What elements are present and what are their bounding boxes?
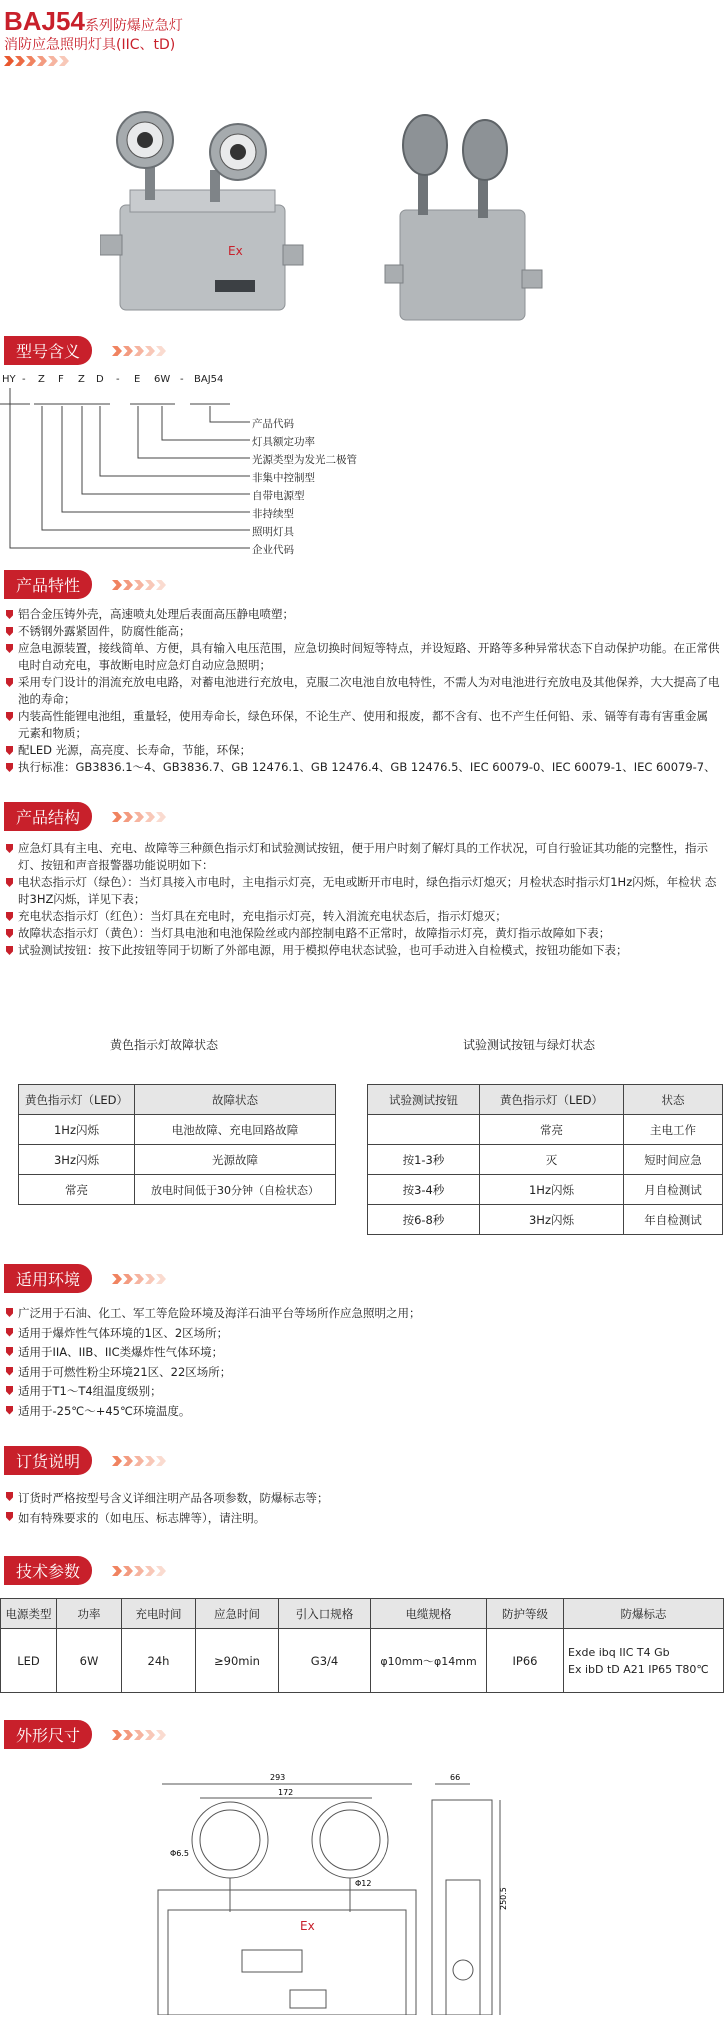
environment-item: 广泛用于石油、化工、军工等危险环境及海洋石油平台等场所作应急照明之用； bbox=[4, 1304, 720, 1324]
dim-phi65: Φ6.5 bbox=[170, 1849, 190, 1858]
section-chevrons bbox=[112, 346, 166, 356]
ex-mark-dust: Ex ibD tD A21 IP65 T80℃ bbox=[568, 1662, 709, 1676]
test-cell: 月自检测试 bbox=[624, 1175, 723, 1205]
code-label-3: 非集中控制型 bbox=[252, 472, 315, 484]
section-tag-features: 产品特性 bbox=[4, 570, 92, 599]
code-label-4: 自带电源型 bbox=[252, 490, 305, 502]
param-cell: 6W bbox=[57, 1629, 122, 1693]
code-label-7: 企业代码 bbox=[252, 544, 294, 556]
param-th: 电源类型 bbox=[1, 1599, 57, 1629]
structure-list bbox=[4, 840, 720, 959]
code-dash3: - bbox=[180, 374, 184, 385]
test-cell: 主电工作 bbox=[624, 1115, 723, 1145]
feature-item: 不锈钢外露紧固件，防腐性能高； bbox=[4, 623, 720, 640]
section-tag-dimensions: 外形尺寸 bbox=[4, 1720, 92, 1749]
test-button-table bbox=[367, 1084, 723, 1235]
ordering-list bbox=[4, 1488, 720, 1528]
test-th-0: 试验测试按钮 bbox=[368, 1085, 480, 1115]
section-model-meaning bbox=[4, 336, 92, 365]
param-th: 防爆标志 bbox=[564, 1599, 724, 1629]
structure-item: 充电状态指示灯（红色）：当灯具在充电时，充电指示灯亮，转入涓流充电状态后，指示灯熄灭； bbox=[4, 908, 720, 925]
section-params bbox=[4, 1556, 92, 1585]
ex-badge-drawing: Ex bbox=[300, 1919, 315, 1933]
product-illustration bbox=[100, 110, 620, 330]
yellow-th-0: 黄色指示灯（LED） bbox=[19, 1085, 135, 1115]
dim-250: 250.5 bbox=[499, 1887, 508, 1910]
section-ordering bbox=[4, 1446, 92, 1475]
test-cell: 年自检测试 bbox=[624, 1205, 723, 1235]
structure-item: 应急灯具有主电、充电、故障等三种颜色指示灯和试验测试按钮，便于用户时刻了解灯具的工作状况，可自行验证其功能的完整性，指示灯、按钮和声音报警器功能说明如下： bbox=[4, 840, 720, 874]
ex-mark-gas: Exde ibq IIC T4 Gb bbox=[568, 1645, 670, 1659]
param-th: 电缆规格 bbox=[371, 1599, 487, 1629]
page-subtitle: 消防应急照明灯具(IIC、tD) bbox=[4, 37, 176, 53]
param-cell: G3/4 bbox=[279, 1629, 371, 1693]
param-cell: IP66 bbox=[487, 1629, 564, 1693]
section-tag-environment: 适用环境 bbox=[4, 1264, 92, 1293]
section-dimensions bbox=[4, 1720, 92, 1749]
section-tag-ordering: 订货说明 bbox=[4, 1446, 92, 1475]
feature-item: 采用专门设计的涓流充放电电路，对蓄电池进行充放电，克服二次电池自放电特性，不需人为对电池进行充放电及其他保养，大大提高了电池的寿命； bbox=[4, 674, 720, 708]
yellow-cell: 1Hz闪烁 bbox=[19, 1115, 135, 1145]
product-photos bbox=[100, 110, 620, 330]
dim-phi12: Φ12 bbox=[355, 1879, 372, 1888]
section-environment bbox=[4, 1264, 92, 1293]
test-th-2: 状态 bbox=[624, 1085, 723, 1115]
test-cell bbox=[368, 1115, 480, 1145]
header-chevrons bbox=[4, 56, 69, 66]
environment-item: 适用于T1～T4组温度级别； bbox=[4, 1382, 720, 1402]
test-cell: 按1-3秒 bbox=[368, 1145, 480, 1175]
code-dash: - bbox=[22, 374, 26, 385]
feature-item: 铝合金压铸外壳，高速喷丸处理后表面高压静电喷塑； bbox=[4, 606, 720, 623]
param-cell: 24h bbox=[122, 1629, 196, 1693]
param-cell: LED bbox=[1, 1629, 57, 1693]
environment-item: 适用于-25℃～+45℃环境温度。 bbox=[4, 1402, 720, 1422]
code-6W: 6W bbox=[154, 374, 171, 385]
params-table bbox=[0, 1598, 724, 1693]
section-tag-structure: 产品结构 bbox=[4, 802, 92, 831]
page-title bbox=[4, 6, 183, 37]
code-connector-lines bbox=[0, 386, 380, 556]
yellow-cell: 3Hz闪烁 bbox=[19, 1145, 135, 1175]
feature-item: 执行标准：GB3836.1～4、GB3836.7、GB 12476.1、GB 12476.4、GB 12476.5、IEC 60079-0、IEC 60079-1、IEC 60079-7、 bbox=[4, 759, 720, 776]
environment-list bbox=[4, 1304, 720, 1421]
model-name: BAJ54 bbox=[4, 6, 85, 36]
code-label-6: 照明灯具 bbox=[252, 526, 294, 538]
param-cell: φ10mm～φ14mm bbox=[371, 1629, 487, 1693]
yellow-cell: 常亮 bbox=[19, 1175, 135, 1205]
dim-66: 66 bbox=[450, 1773, 461, 1782]
code-HY: HY bbox=[2, 374, 16, 385]
code-E: E bbox=[134, 374, 141, 385]
test-cell: 灭 bbox=[480, 1145, 624, 1175]
section-features bbox=[4, 570, 92, 599]
code-label-1: 灯具额定功率 bbox=[252, 436, 315, 448]
series-name: 系列防爆应急灯 bbox=[84, 17, 183, 33]
test-cell: 按3-4秒 bbox=[368, 1175, 480, 1205]
dimension-drawing bbox=[150, 1770, 570, 2015]
ordering-item: 订货时严格按型号含义详细注明产品各项参数，防爆标志等； bbox=[4, 1488, 720, 1508]
ex-badge-front: Ex bbox=[228, 244, 243, 258]
feature-item: 应急电源装置，接线简单、方便，具有输入电压范围，应急切换时间短等特点，并设短路、开路等多种异常状态下自动保护功能。在正常供电时自动充电，事故断电时应急灯自动应急照明； bbox=[4, 640, 720, 674]
yellow-th-1: 故障状态 bbox=[135, 1085, 336, 1115]
section-tag-params: 技术参数 bbox=[4, 1556, 92, 1585]
dimension-svg bbox=[150, 1770, 570, 2015]
param-th: 功率 bbox=[57, 1599, 122, 1629]
ordering-item: 如有特殊要求的（如电压、标志牌等），请注明。 bbox=[4, 1508, 720, 1528]
code-D: D bbox=[96, 374, 104, 385]
param-th: 应急时间 bbox=[196, 1599, 279, 1629]
param-th: 引入口规格 bbox=[279, 1599, 371, 1629]
dim-293: 293 bbox=[270, 1773, 286, 1782]
section-structure bbox=[4, 802, 92, 831]
product-rear-view bbox=[385, 115, 542, 320]
test-cell: 1Hz闪烁 bbox=[480, 1175, 624, 1205]
feature-item: 配LED 光源，高亮度、长寿命，节能，环保； bbox=[4, 742, 720, 759]
environment-item: 适用于IIA、IIB、IIC类爆炸性气体环境； bbox=[4, 1343, 720, 1363]
environment-item: 适用于可燃性粉尘环境21区、22区场所； bbox=[4, 1363, 720, 1383]
features-list bbox=[4, 606, 720, 776]
feature-item: 内装高性能锂电池组，重量轻，使用寿命长，绿色环保，不论生产、使用和报废，都不含有、也不产生任何铅、汞、镉等有毒有害重金属 元素和物质； bbox=[4, 708, 720, 742]
param-ex-marks bbox=[564, 1629, 724, 1693]
test-cell: 短时间应急 bbox=[624, 1145, 723, 1175]
yellow-cell: 放电时间低于30分钟（自检状态） bbox=[135, 1175, 336, 1205]
section-tag-model-meaning: 型号含义 bbox=[4, 336, 92, 365]
code-label-5: 非持续型 bbox=[252, 508, 294, 520]
param-th: 充电时间 bbox=[122, 1599, 196, 1629]
model-code-diagram bbox=[0, 374, 380, 554]
code-BAJ54: BAJ54 bbox=[194, 374, 224, 385]
structure-item: 电状态指示灯（绿色）：当灯具接入市电时，主电指示灯亮，无电或断开市电时，绿色指示灯熄灭；月检状态时指示灯1Hz闪烁，年检状 态时3HZ闪烁，详见下表； bbox=[4, 874, 720, 908]
structure-item: 试验测试按钮：按下此按钮等同于切断了外部电源，用于模拟停电状态试验，也可手动进入自检模式，按钮功能如下表； bbox=[4, 942, 720, 959]
code-Z1: Z bbox=[38, 374, 45, 385]
test-th-1: 黄色指示灯（LED） bbox=[480, 1085, 624, 1115]
test-table-caption: 试验测试按钮与绿灯状态 bbox=[463, 1038, 596, 1052]
product-front-view bbox=[100, 112, 303, 310]
param-cell: ≥90min bbox=[196, 1629, 279, 1693]
yellow-cell: 光源故障 bbox=[135, 1145, 336, 1175]
code-label-0: 产品代码 bbox=[252, 418, 294, 430]
code-F: F bbox=[58, 374, 64, 385]
test-cell: 常亮 bbox=[480, 1115, 624, 1145]
dim-172: 172 bbox=[278, 1788, 294, 1797]
yellow-cell: 电池故障、充电回路故障 bbox=[135, 1115, 336, 1145]
code-dash2: - bbox=[116, 374, 120, 385]
test-cell: 按6-8秒 bbox=[368, 1205, 480, 1235]
code-Z2: Z bbox=[78, 374, 85, 385]
structure-item: 故障状态指示灯（黄色）：当灯具电池和电池保险丝或内部控制电路不正常时，故障指示灯亮，黄灯指示故障如下表； bbox=[4, 925, 720, 942]
param-th: 防护等级 bbox=[487, 1599, 564, 1629]
test-cell: 3Hz闪烁 bbox=[480, 1205, 624, 1235]
yellow-indicator-table bbox=[18, 1084, 336, 1205]
code-label-2: 光源类型为发光二极管 bbox=[252, 454, 357, 466]
environment-item: 适用于爆炸性气体环境的1区、2区场所； bbox=[4, 1324, 720, 1344]
yellow-table-caption: 黄色指示灯故障状态 bbox=[110, 1038, 219, 1052]
